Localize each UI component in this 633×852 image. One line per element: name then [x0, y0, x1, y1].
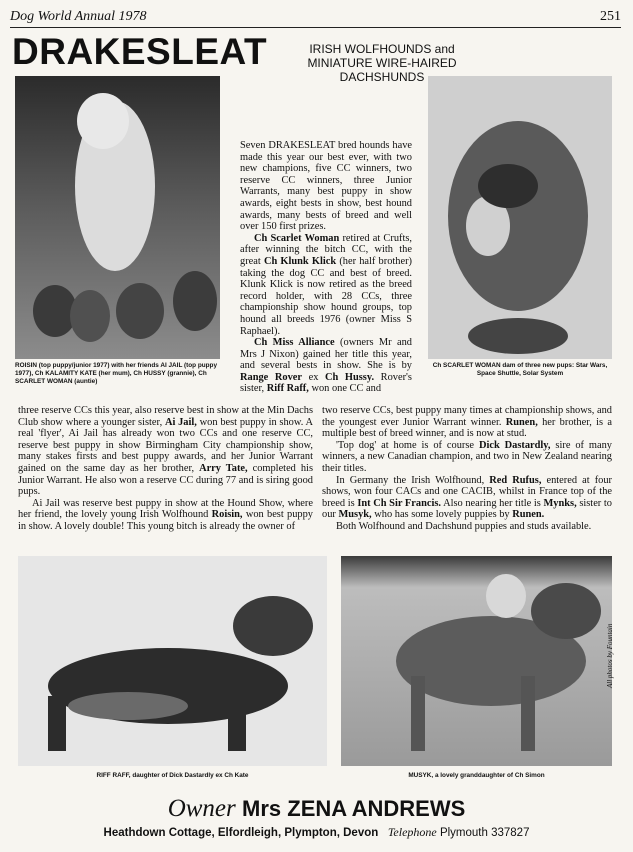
- publication-title: Dog World Annual 1978: [10, 9, 147, 24]
- dog-name: Runen,: [505, 416, 538, 428]
- intro-text: [240, 140, 412, 395]
- intro-paragraph-1: Seven DRAKESLEAT bred hounds have made this year our best ever, with two new champions, five CC winners, two reserve CC winners, three Junior Warrants, many best puppy in show awards, eight bests in show, best hound awards, many bests of breed and well over 150 first prizes.: [240, 140, 412, 233]
- scarlet-woman-caption: Ch SCARLET WOMAN dam of three new pups: Star Wars, Space Shuttle, Solar System: [432, 362, 608, 377]
- dog-name: Ch Klunk Klick: [263, 255, 337, 267]
- column-1-paragraph-1: three reserve CCs this year, also reserve best in show at the Min Dachs Club show where a younger sister, Ai Jail, won best puppy in show. A real 'flyer', Ai Jail has already won two CCs and one reserve CC, reserve best puppy in show Birmingham City championship show, many stakes firsts and best puppy awards, and her Junior Warrant gained on the same day as her brother, Arry Tate, completed his Junior Warrant. He also won a reserve CC during 77 and is siring good pups.: [18, 405, 313, 498]
- group-photo: [15, 76, 220, 359]
- kennel-name: DRAKESLEAT: [12, 31, 268, 72]
- header-rule: [10, 27, 621, 28]
- group-photo-caption: ROISIN (top puppy/junior 1977) with her friends AI JAIL (top puppy 1977), Ch KALAMITY KATE (her mum), Ch HUSSY (grannie), Ch SCARLET WOMAN (auntie): [15, 362, 218, 385]
- dog-name: Musyk,: [338, 509, 372, 521]
- dog-name: Roisin,: [211, 509, 243, 521]
- dog-name: Dick Dastardly,: [478, 439, 551, 451]
- intro-paragraph-2: Ch Scarlet Woman retired at Crufts, after winning the bitch CC, with the great Ch Klunk Klick (her half brother) taking the dog CC and best of breed. Klunk Klick is now retired as the breed record holder, with 28 CCs, three championship show hound groups, top hound all breeds 1976 (owner Miss S Raphael).: [240, 232, 413, 337]
- article-column-1: [18, 405, 313, 533]
- owner-address-line: [0, 825, 633, 840]
- dog-name: Ch Hussy.: [325, 371, 375, 383]
- dog-name: Red Rufus,: [489, 474, 542, 486]
- dog-name: Runen.: [512, 509, 545, 521]
- column-2-paragraph-1: two reserve CCs, best puppy many times at championship shows, and the youngest ever Junior Warrant winner. Runen, her brother, is a multiple best of breed winner, and is now at stud.: [322, 405, 612, 440]
- column-2-paragraph-3: In Germany the Irish Wolfhound, Red Rufus, entered at four shows, won four CACs and one CACIB, whilst in France top of the breed is Int Ch Sir Francis. Also nearing her title is Mynks, sister to our Musyk, who has some lovely puppies by Runen.: [322, 474, 613, 521]
- telephone-number: Plymouth 337827: [439, 827, 530, 839]
- dog-name: Ai Jail,: [164, 416, 197, 428]
- page-number: 251: [600, 9, 621, 24]
- breeds-line-1: IRISH WOLFHOUNDS and: [309, 42, 455, 56]
- column-1-paragraph-2: Ai Jail was reserve best puppy in show at the Hound Show, where her friend, the lovely young Irish Wolfhound Roisin, won best puppy in show. A lovely double! This young bitch is already the owner of: [18, 497, 313, 532]
- dog-name: Ch Miss Alliance: [254, 337, 335, 349]
- owner-name: Mrs ZENA ANDREWS: [242, 796, 466, 821]
- riff-raff-caption: RIFF RAFF, daughter of Dick Dastardly ex Ch Kate: [96, 772, 249, 779]
- riff-raff-photo: [18, 556, 327, 766]
- dog-name: Mynks,: [543, 497, 577, 509]
- dog-name: Ch Scarlet Woman: [254, 232, 340, 244]
- musyk-photo: [341, 556, 612, 766]
- telephone-label: Telephone: [387, 825, 437, 839]
- scarlet-woman-photo: [428, 76, 612, 359]
- owner-line: [0, 796, 633, 821]
- dog-name: Range Rover: [240, 371, 302, 383]
- dog-name: Int Ch Sir Francis.: [357, 497, 441, 509]
- column-2-paragraph-2: 'Top dog' at home is of course Dick Dastardly, sire of many winners, a new Canadian champion, and two in New Zealand nearing their titles.: [322, 439, 612, 474]
- musyk-caption: MUSYK, a lovely granddaughter of Ch Simon: [408, 772, 545, 779]
- owner-address: Heathdown Cottage, Elfordleigh, Plympton, Devon: [103, 827, 379, 839]
- dog-name: Arry Tate,: [199, 462, 248, 474]
- article-column-2: [322, 405, 612, 533]
- owner-label: Owner: [167, 795, 236, 822]
- intro-paragraph-3: Ch Miss Alliance (owners Mr and Mrs J Nixon) gained her title this year, and several bests in show. She is by Range Rover ex Ch Hussy. Rover's sister, Riff Raff, won one CC and: [240, 337, 412, 395]
- dog-name: Riff Raff,: [266, 383, 309, 395]
- column-2-paragraph-4: Both Wolfhound and Dachshund puppies and studs available.: [336, 520, 592, 532]
- breeds-line-2: MINIATURE WIRE-HAIRED DACHSHUNDS: [307, 56, 457, 84]
- photo-credit: All photos by Fountain: [606, 623, 614, 688]
